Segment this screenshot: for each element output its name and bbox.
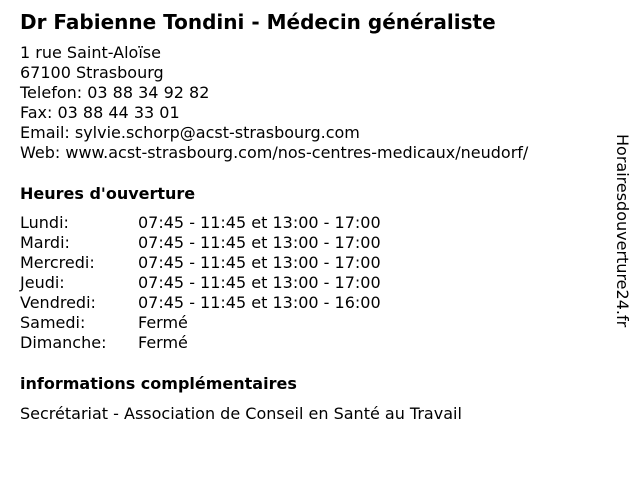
day-label: Dimanche: <box>20 333 107 352</box>
hours-value: Fermé <box>138 333 188 352</box>
additional-info-text: Secrétariat - Association de Conseil en Santé au Travail <box>20 404 462 423</box>
day-label: Lundi: <box>20 213 69 232</box>
hours-row-monday <box>20 213 440 233</box>
website-url: Web: www.acst-strasbourg.com/nos-centres-medicaux/neudorf/ <box>20 143 529 162</box>
day-label: Mercredi: <box>20 253 95 272</box>
hours-value: 07:45 - 11:45 et 13:00 - 17:00 <box>138 213 381 232</box>
day-label: Jeudi: <box>20 273 65 292</box>
hours-row-saturday <box>20 313 440 333</box>
hours-row-thursday <box>20 273 440 293</box>
opening-hours-heading: Heures d'ouverture <box>20 184 196 203</box>
phone-number: Telefon: 03 88 34 92 82 <box>20 83 210 102</box>
hours-value: 07:45 - 11:45 et 13:00 - 16:00 <box>138 293 381 312</box>
address-city: 67100 Strasbourg <box>20 63 164 82</box>
site-watermark: Horairesdouverture24.fr <box>613 134 632 328</box>
hours-value: Fermé <box>138 313 188 332</box>
additional-info-heading: informations complémentaires <box>20 374 297 393</box>
hours-row-tuesday <box>20 233 440 253</box>
hours-value: 07:45 - 11:45 et 13:00 - 17:00 <box>138 253 381 272</box>
fax-number: Fax: 03 88 44 33 01 <box>20 103 180 122</box>
contact-details <box>20 43 528 163</box>
hours-row-wednesday <box>20 253 440 273</box>
email-address: Email: sylvie.schorp@acst-strasbourg.com <box>20 123 360 142</box>
address-street: 1 rue Saint-Aloïse <box>20 43 161 62</box>
hours-value: 07:45 - 11:45 et 13:00 - 17:00 <box>138 233 381 252</box>
hours-row-friday <box>20 293 440 313</box>
hours-value: 07:45 - 11:45 et 13:00 - 17:00 <box>138 273 381 292</box>
page-title: Dr Fabienne Tondini - Médecin généraliste <box>20 10 496 34</box>
hours-row-sunday <box>20 333 440 353</box>
day-label: Mardi: <box>20 233 70 252</box>
day-label: Samedi: <box>20 313 86 332</box>
opening-hours-table <box>20 213 440 353</box>
day-label: Vendredi: <box>20 293 96 312</box>
